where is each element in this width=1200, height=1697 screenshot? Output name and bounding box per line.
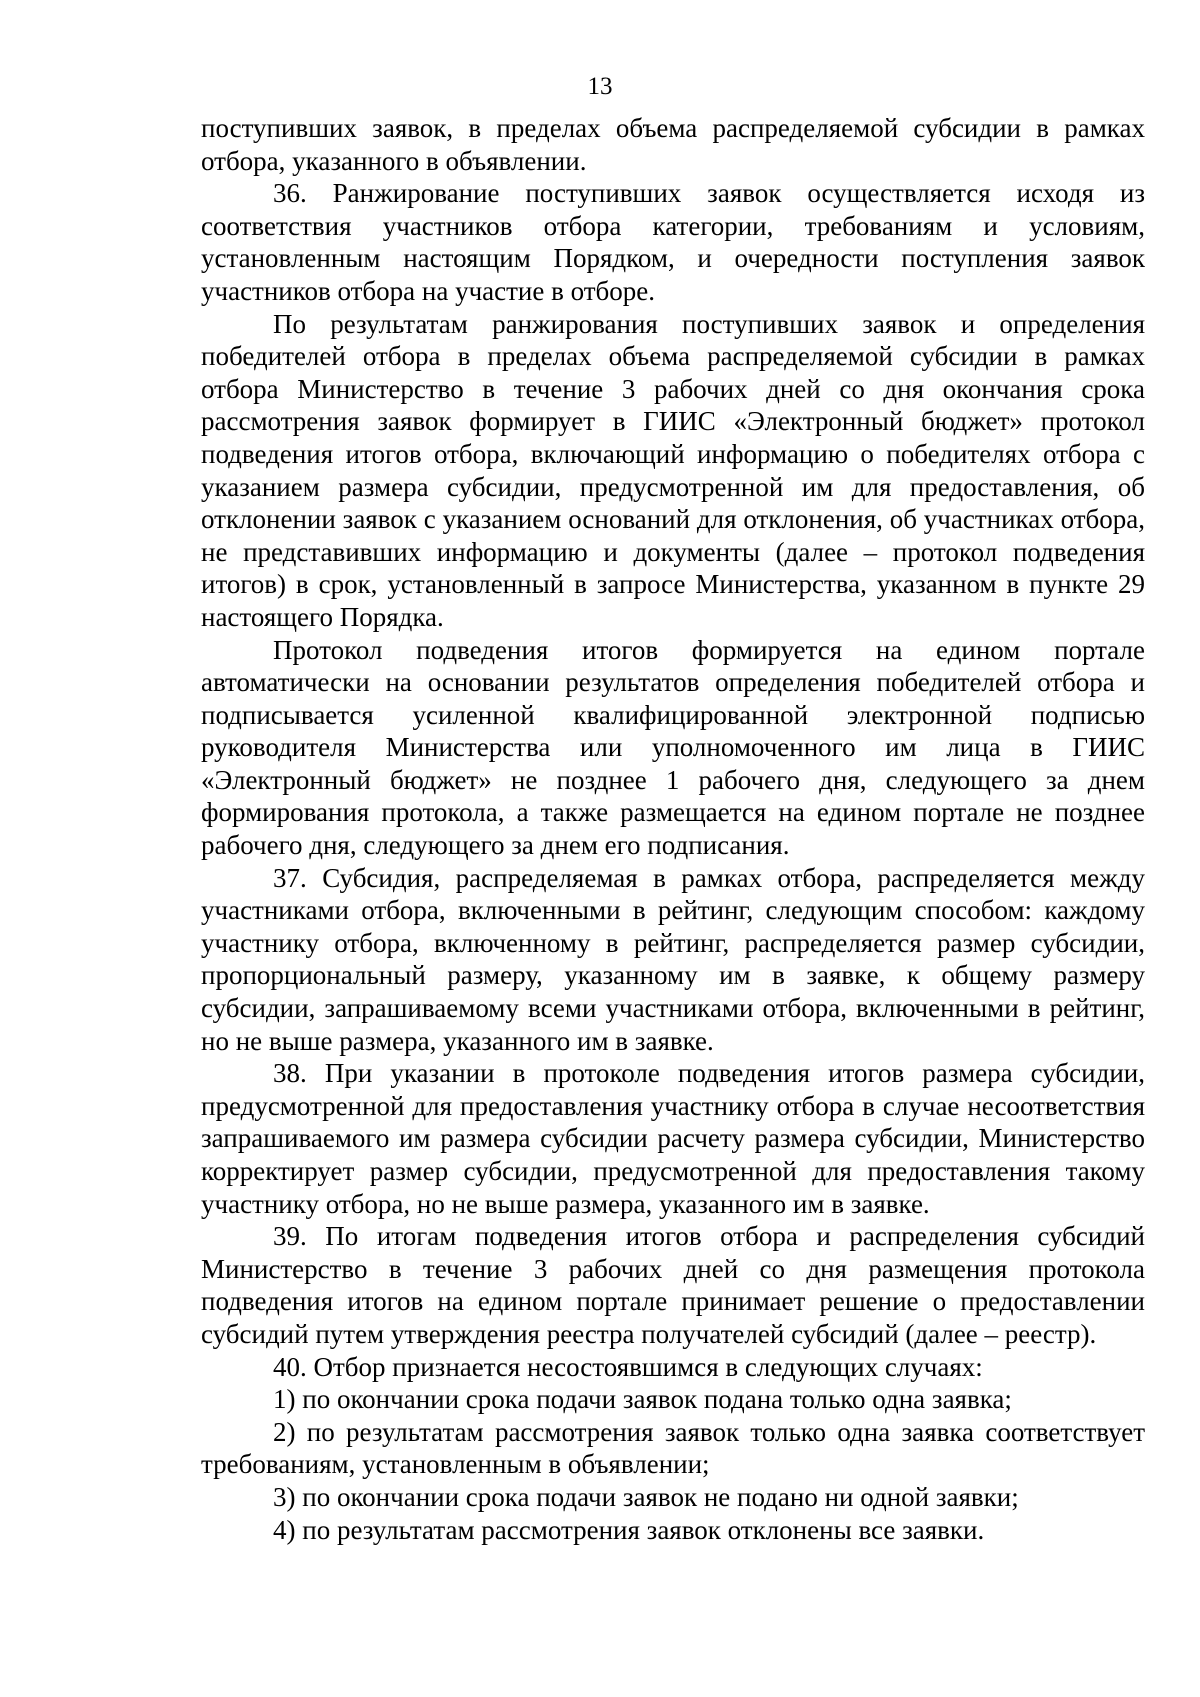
list-item-4: 4) по результатам рассмотрения заявок отклонены все заявки.: [273, 1514, 985, 1545]
paragraph-item-36: 36. Ранжирование поступивших заявок осуществляется исходя из соответствия участников отбора категории, требованиям и условиям, установленным настоящим Порядком, и очередности поступления заявок участников отбора на участие в отборе.: [201, 178, 1145, 306]
list-item-2: 2) по результатам рассмотрения заявок только одна заявка соответствует требованиям, установленным в объявлении;: [201, 1416, 1145, 1480]
paragraph-item-37: 37. Субсидия, распределяемая в рамках отбора, распределяется между участниками отбора, включенными в рейтинг, следующим способом: каждому участнику отбора, включенному в рейтинг, распределяется размер субсидии, пропорциональный размеру, указанному им в заявке, к общему размеру субсидии, запрашиваемому всеми участниками отбора, включенными в рейтинг, но не выше размера, указанного им в заявке.: [201, 862, 1145, 1056]
paragraph-item-39: 39. По итогам подведения итогов отбора и распределения субсидий Министерство в течение 3 рабочих дней со дня размещения протокола подведения итогов на едином портале принимает решение о предоставлении субсидий путем утверждения реестра получателей субсидий (далее – реестр).: [201, 1221, 1145, 1349]
page-number: 13: [587, 73, 613, 100]
list-item-3: 3) по окончании срока подачи заявок не подано ни одной заявки;: [273, 1481, 1019, 1512]
paragraph-continuation: поступивших заявок, в пределах объема распределяемой субсидии в рамках отбора, указанного в объявлении.: [201, 113, 1145, 176]
paragraph-item-38: 38. При указании в протоколе подведения итогов размера субсидии, предусмотренной для предоставления участнику отбора в случае несоответствия запрашиваемого им размера субсидии расчету размера субсидии, Министерство корректирует размер субсидии, предусмотренной для предоставления такому участнику отбора, но не выше размера, указанного им в заявке.: [201, 1058, 1145, 1219]
paragraph-protocol: Протокол подведения итогов формируется на едином портале автоматически на основании результатов определения победителей отбора и подписывается усиленной квалифицированной электронной подписью руководителя Министерства или уполномоченного им лица в ГИИС «Электронный бюджет» не позднее 1 рабочего дня, следующего за днем формирования протокола, а также размещается на едином портале не позднее рабочего дня, следующего за днем его подписания.: [201, 634, 1145, 861]
paragraph-item-40: 40. Отбор признается несостоявшимся в следующих случаях:: [273, 1351, 983, 1382]
document-body: [201, 112, 1145, 1546]
paragraph-ranking-results: По результатам ранжирования поступивших заявок и определения победителей отбора в пределах объема распределяемой субсидии в рамках отбора Министерство в течение 3 рабочих дней со дня окончания срока рассмотрения заявок формирует в ГИИС «Электронный бюджет» протокол подведения итогов отбора, включающий информацию о победителях отбора с указанием размера субсидии, предусмотренной им для предоставления, об отклонении заявок с указанием оснований для отклонения, об участниках отбора, не представивших информацию и документы (далее – протокол подведения итогов) в срок, установленный в запросе Министерства, указанном в пункте 29 настоящего Порядка.: [201, 308, 1145, 632]
list-item-1: 1) по окончании срока подачи заявок подана только одна заявка;: [273, 1384, 1012, 1415]
